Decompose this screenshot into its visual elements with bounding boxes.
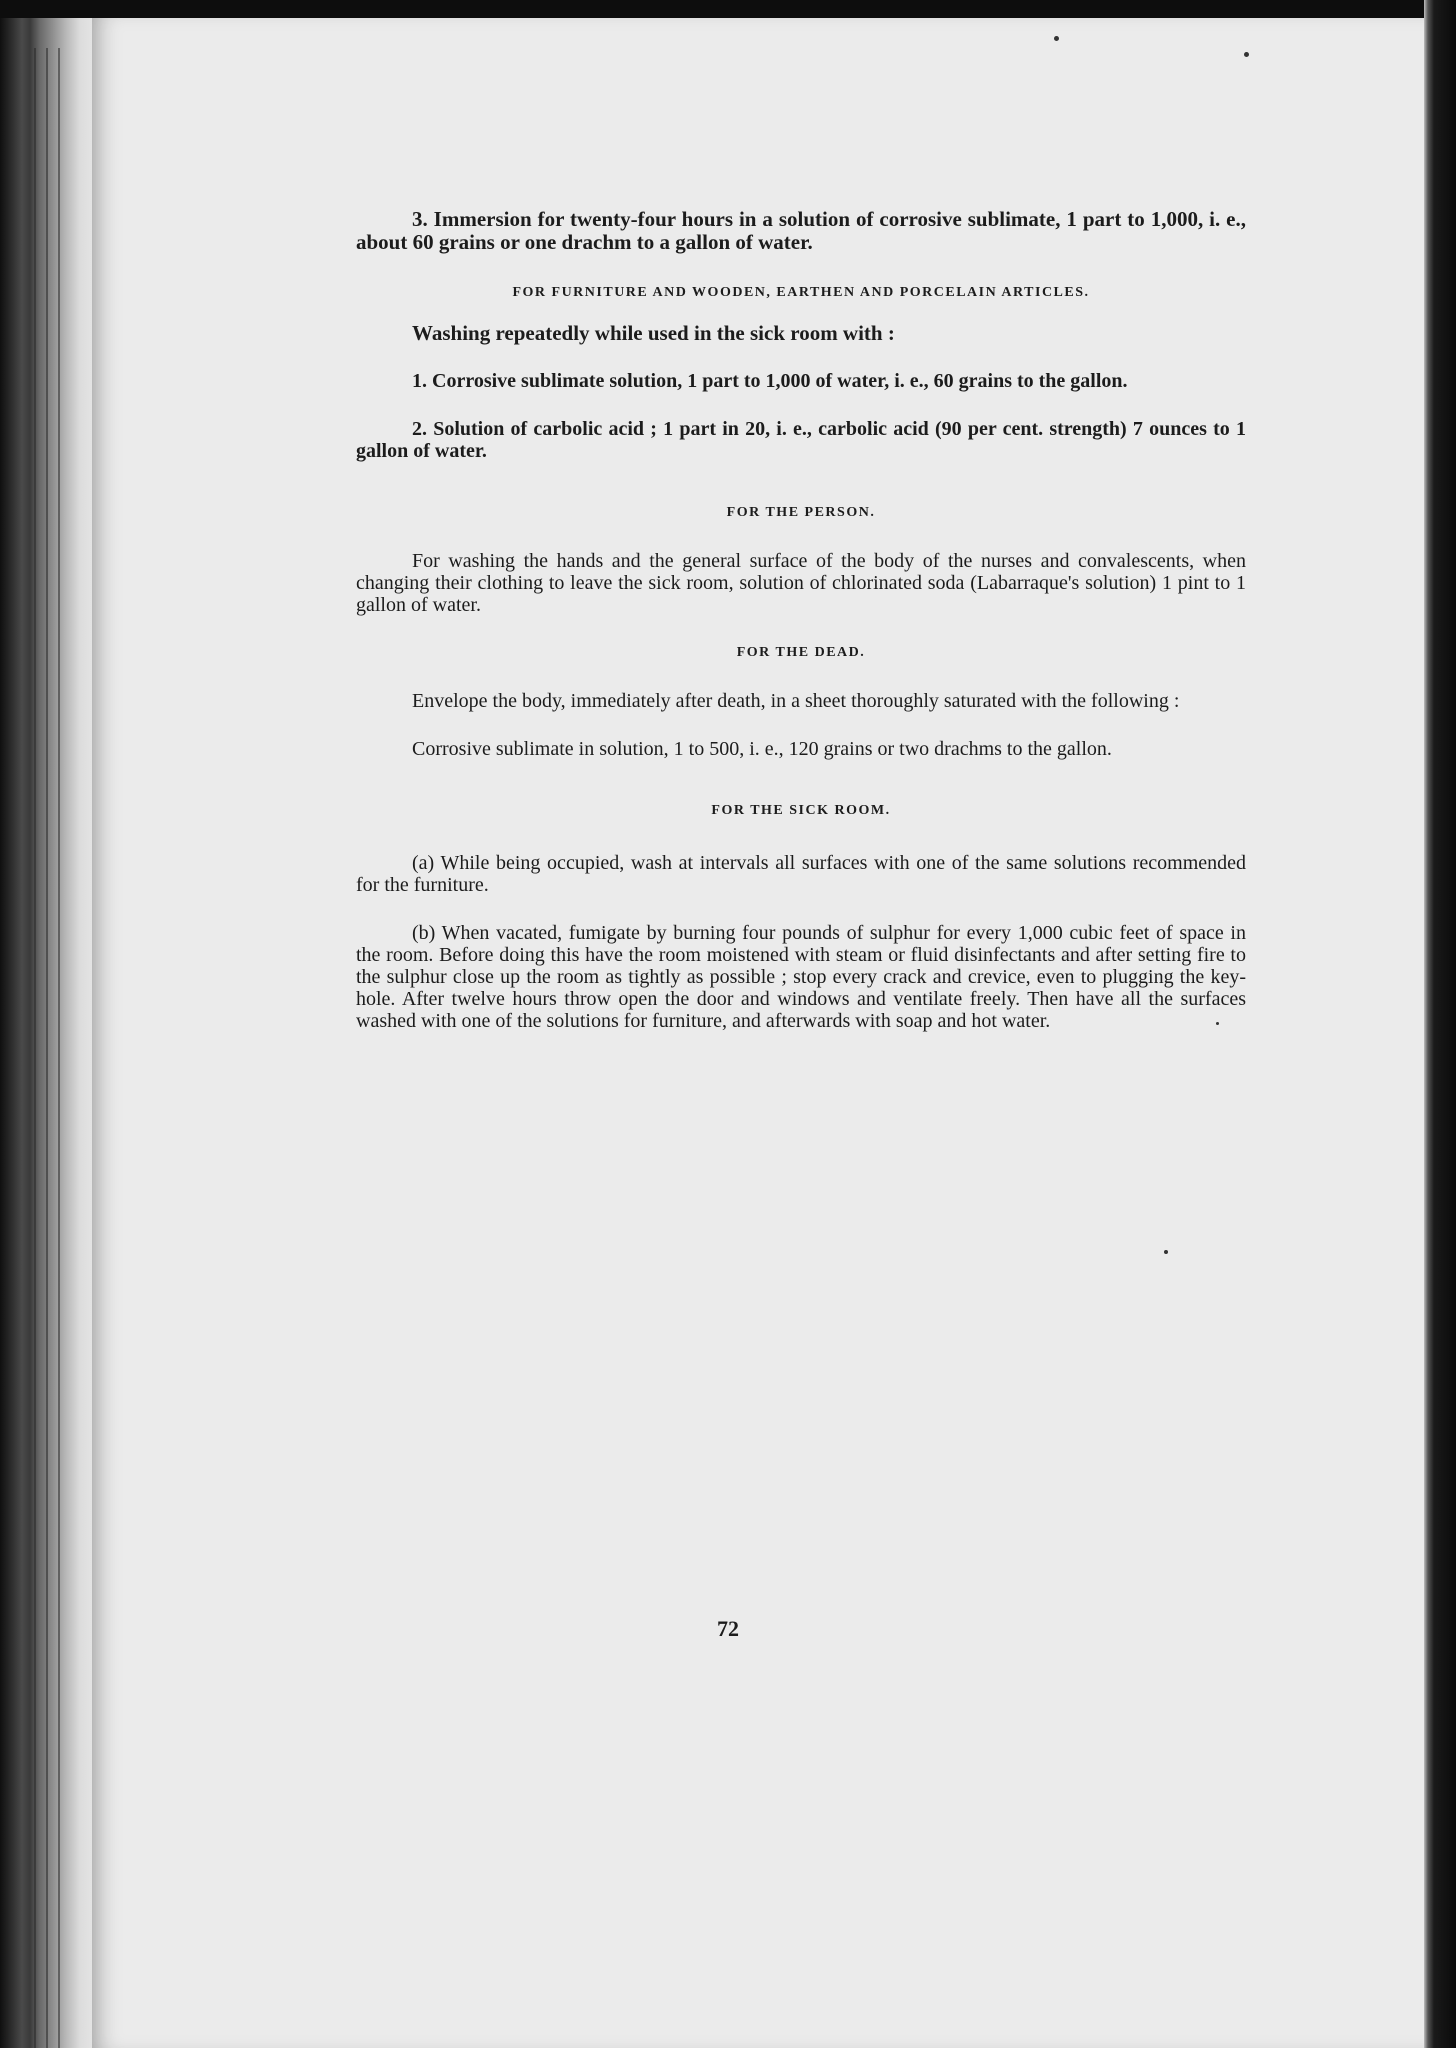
paragraph-occupied-text: (a) While being occupied, wash at intervals all surfaces with one of the same solutions recommended for the furniture. (356, 852, 1246, 896)
dust-speck (1164, 1250, 1168, 1254)
paragraph-corrosive-text: 1. Corrosive sublimate solution, 1 part to 1,000 of water, i. e., 60 grains to the gallon. (412, 370, 1128, 392)
page-number: 72 (717, 1616, 739, 1641)
paragraph-dead-solution (356, 738, 1246, 760)
heading-sick-room: FOR THE SICK ROOM. (711, 803, 891, 818)
book-spine-edge (0, 18, 96, 2048)
paragraph-occupied (356, 852, 1246, 896)
page-body-text (356, 208, 1246, 1032)
paragraph-person-text: For washing the hands and the general surface of the body of the nurses and convalescents, when changing their clothing to leave the sick room, solution of chlorinated soda (Labarraque's solution) 1 pint to 1 gallon of water. (356, 550, 1246, 616)
dust-speck (1054, 36, 1059, 41)
heading-dead: FOR THE DEAD. (736, 645, 866, 660)
heading-furniture: FOR FURNITURE AND WOODEN, EARTHEN AND PORCELAIN ARTICLES. (512, 285, 1090, 300)
paragraph-immersion-text: 3. Immersion for twenty-four hours in a solution of corrosive sublimate, 1 part to 1,000, i. e., about 60 grains or one drachm to a gallon of water. (356, 207, 1246, 254)
page-edge-line (46, 48, 48, 2048)
paragraph-vacated-text: (b) When vacated, fumigate by burning four pounds of sulphur for every 1,000 cubic feet of space in the room. Before doing this have the room moistened with steam or fluid disinfectants and after setting fire to the sulphur close up the room as tightly as possible ; stop every crack and crevice, even to plugging the key-hole. After twelve hours throw open the door and windows and ventilate freely. Then have all the surfaces washed with one of the solutions for furniture, and afterwards with soap and hot water. (356, 922, 1246, 1032)
heading-person: FOR THE PERSON. (726, 505, 876, 520)
paragraph-corrosive (356, 370, 1246, 392)
scan-right-border (1424, 0, 1456, 2048)
paragraph-person (356, 550, 1246, 616)
paragraph-envelope (356, 690, 1246, 712)
paragraph-washing (356, 322, 1246, 344)
paragraph-envelope-text: Envelope the body, immediately after death, in a sheet thoroughly saturated with the following : (412, 690, 1180, 712)
paragraph-carbolic-text: 2. Solution of carbolic acid ; 1 part in 20, i. e., carbolic acid (90 per cent. strength) 7 ounces to 1 gallon of water. (356, 418, 1246, 462)
dust-speck (1244, 52, 1249, 57)
paragraph-immersion (356, 208, 1246, 254)
page-edge-line (34, 48, 36, 2048)
paragraph-vacated (356, 922, 1246, 1032)
paragraph-dead-solution-text: Corrosive sublimate in solution, 1 to 500, i. e., 120 grains or two drachms to the gallon. (412, 738, 1112, 760)
page-edge-line (58, 48, 60, 2048)
paragraph-carbolic (356, 418, 1246, 462)
paragraph-washing-text: Washing repeatedly while used in the sick room with : (412, 321, 895, 345)
